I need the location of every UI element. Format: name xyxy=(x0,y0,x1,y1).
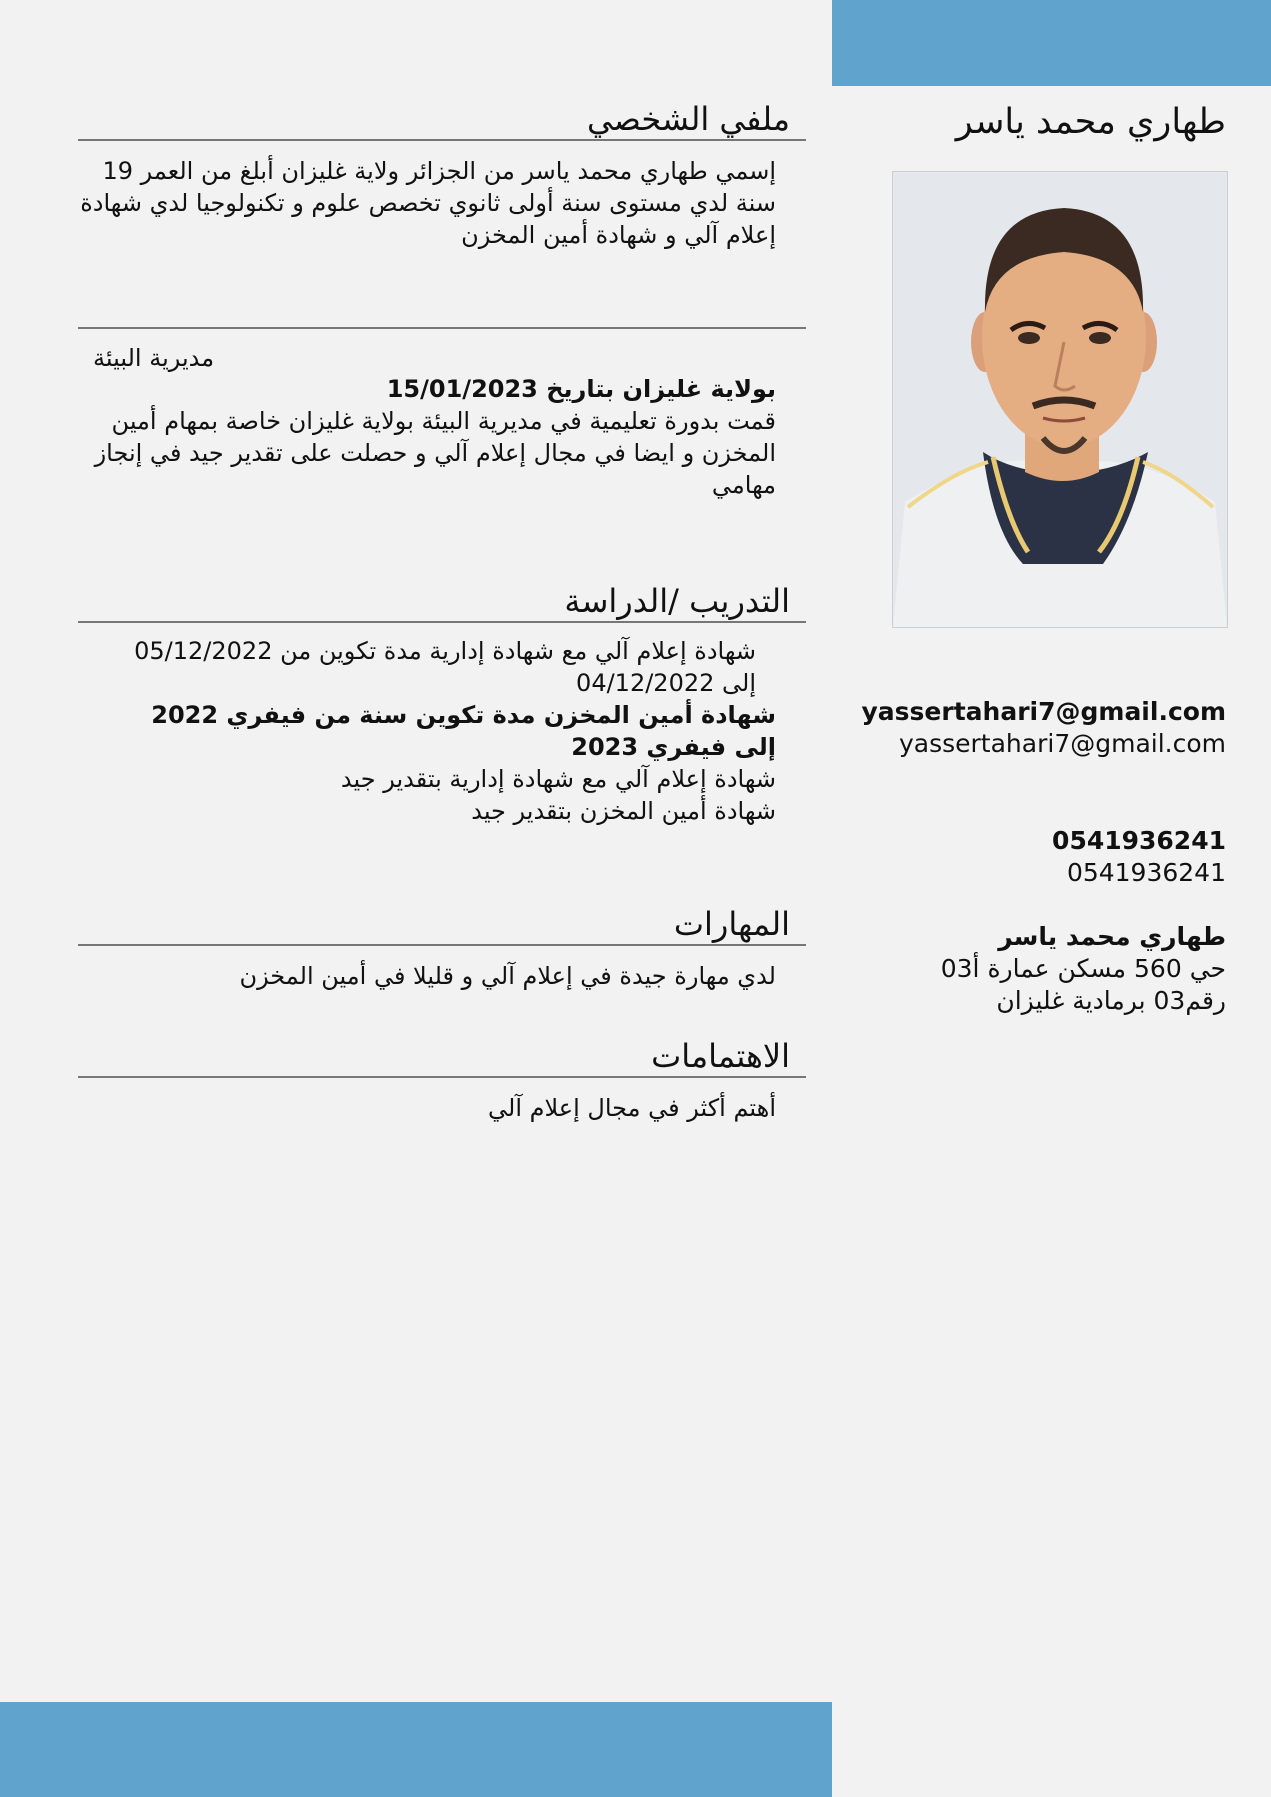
education-section-header xyxy=(78,581,806,623)
contact-phone-heading: 0541936241 xyxy=(1052,826,1226,855)
skills-text: لدي مهارة جيدة في إعلام آلي و قليلا في أمين المخزن xyxy=(239,962,776,990)
experience-employer: مديرية البيئة xyxy=(93,344,215,372)
top-accent-bar xyxy=(832,0,1271,86)
profile-text: إسمي طهاري محمد ياسر من الجزائر ولاية غليزان أبلغ من العمر 19 سنة لدي مستوى سنة أولى ثانوي تخصص علوم و تكنولوجيا لدي شهادة إعلام آلي و شهادة أمين المخزن xyxy=(80,157,776,249)
experience-title: بولاية غليزان بتاريخ 15/01/2023 xyxy=(386,375,776,403)
experience-block xyxy=(60,373,776,501)
skills-section-header xyxy=(78,904,806,946)
portrait-photo xyxy=(892,171,1228,628)
interests-block xyxy=(60,1092,776,1124)
interests-text: أهتم أكثر في مجال إعلام آلي xyxy=(488,1094,776,1122)
contact-email-heading: yassertahari7@gmail.com xyxy=(861,697,1226,726)
education-block xyxy=(60,635,776,827)
education-item-2: شهادة أمين المخزن مدة تكوين سنة من فيفري 2022 إلى فيفري 2023 xyxy=(151,701,776,761)
interests-heading: الاهتمامات xyxy=(651,1037,790,1075)
education-heading: التدريب /الدراسة xyxy=(564,582,790,620)
interests-section-header xyxy=(78,1036,806,1078)
education-item-1: شهادة إعلام آلي مع شهادة إدارية مدة تكوين من 05/12/2022 إلى 04/12/2022 xyxy=(134,637,756,697)
address-line-1: حي 560 مسكن عمارة أ03 xyxy=(940,954,1226,983)
contact-email-block xyxy=(846,696,1226,760)
skills-block xyxy=(60,960,776,992)
education-item-4: شهادة أمين المخزن بتقدير جيد xyxy=(471,797,776,825)
resume-name: طهاري محمد ياسر xyxy=(955,102,1226,142)
contact-phone-block xyxy=(846,825,1226,889)
address-line-2: رقم03 برمادية غليزان xyxy=(996,986,1226,1015)
profile-section-header xyxy=(78,99,806,141)
contact-name: طهاري محمد ياسر xyxy=(998,922,1226,951)
profile-text-block xyxy=(60,155,776,251)
experience-divider xyxy=(78,327,806,329)
contact-email[interactable]: yassertahari7@gmail.com xyxy=(898,729,1226,758)
profile-heading: ملفي الشخصي xyxy=(586,100,790,138)
bottom-accent-bar xyxy=(0,1702,832,1797)
contact-phone[interactable]: 0541936241 xyxy=(1066,858,1226,887)
skills-heading: المهارات xyxy=(673,905,790,943)
education-item-3: شهادة إعلام آلي مع شهادة إدارية بتقدير جيد xyxy=(340,765,776,793)
experience-description: قمت بدورة تعليمية في مديرية البيئة بولاية غليزان خاصة بمهام أمين المخزن و ايضا في مجال إعلام آلي و حصلت على تقدير جيد في إنجاز مهامي xyxy=(94,407,776,499)
contact-address-block xyxy=(846,921,1226,1017)
portrait-icon xyxy=(893,172,1227,627)
